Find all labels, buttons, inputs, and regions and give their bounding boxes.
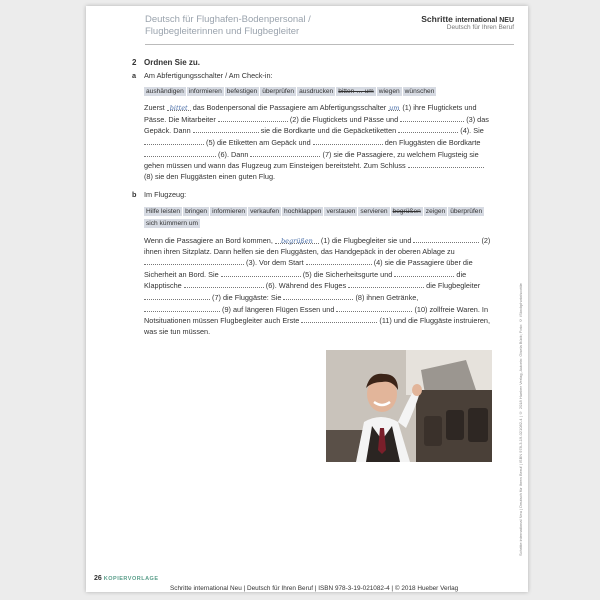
part-a-label: a <box>132 70 137 80</box>
exercise-number: 2 <box>132 58 137 67</box>
answer-blank[interactable] <box>400 114 464 122</box>
answer-blank[interactable] <box>193 125 259 133</box>
text-segment: (4). Sie <box>460 126 484 136</box>
part-a-heading <box>132 71 494 82</box>
header-title <box>145 14 311 38</box>
word-chip: informieren <box>188 88 222 96</box>
word-chip: bringen <box>185 207 208 215</box>
text-segment: (11) und die Fluggäste instruieren, was sie tun müssen. <box>144 316 491 336</box>
word-chip: ausdrucken <box>299 88 334 96</box>
text-segment: (1) ihre Flugtickets und Pässe. Die Mitarbeiter <box>144 103 477 124</box>
word-chip: Hilfe leisten <box>146 207 181 215</box>
answer-blank[interactable] <box>283 292 353 300</box>
word-chip: informieren <box>212 207 246 215</box>
handwritten-answer: um <box>389 104 400 113</box>
answer-blank[interactable] <box>144 137 204 145</box>
word-chip: servieren <box>360 207 388 215</box>
answer-blank[interactable] <box>144 257 244 265</box>
answer-blank[interactable] <box>388 103 400 111</box>
text-segment: (8) ihnen Getränke, <box>355 292 419 302</box>
paragraph-a <box>144 103 494 182</box>
header-title-line1: Deutsch für Flughafen-Bodenpersonal / <box>145 14 311 25</box>
header-title-line2: Flugbegleiterinnen und Flugbegleiter <box>145 26 300 37</box>
word-bank-b <box>144 206 494 230</box>
word-chip: bitten … um <box>338 88 374 96</box>
header-divider <box>145 44 514 45</box>
text-segment: sie die Bordkarte und die Gepäcketiketten <box>260 126 397 136</box>
part-b-heading <box>132 190 494 201</box>
answer-blank[interactable] <box>144 149 216 157</box>
text-segment: (7) die Fluggäste: Sie <box>212 292 282 302</box>
text-segment: (4) sie die Passagiere über die Sicherheit an Bord. Sie <box>144 258 473 279</box>
page-number <box>94 575 158 582</box>
part-a-heading-text: Am Abfertigungsschalter / Am Check-in: <box>144 70 273 80</box>
word-chip: befestigen <box>226 88 258 96</box>
worksheet-page <box>86 6 528 592</box>
answer-blank[interactable] <box>144 304 220 312</box>
word-chip: überprüfen <box>450 207 483 215</box>
word-chip: hochklappen <box>284 207 322 215</box>
word-chip: zeigen <box>425 207 446 215</box>
text-segment: (6). Während des Fluges <box>265 281 347 291</box>
answer-blank[interactable] <box>250 149 320 157</box>
brand-small: international NEU <box>455 17 514 24</box>
text-segment: (9) auf längeren Flügen Essen und <box>222 304 335 314</box>
page-label: KOPIERVORLAGE <box>103 576 159 582</box>
text-segment: (7) sie die Passagiere, zu welchem Flugsteig sie gehen müssen und wann das Flugzeug zum Einsteigen bereitsteht. Zum Schluss <box>144 149 479 171</box>
answer-blank[interactable] <box>306 257 372 265</box>
exercise-title <box>132 58 494 69</box>
text-segment: (3) das Gepäck. Dann <box>144 114 489 136</box>
text-segment: das Bodenpersonal die Passagiere am Abfertigungsschalter <box>192 103 387 113</box>
brand-name: Schritte <box>421 14 453 24</box>
text-segment: (5) die Etiketten am Gepäck und <box>206 137 311 147</box>
word-chip: verstauen <box>326 207 356 215</box>
page-number-value: 26 <box>94 575 102 582</box>
answer-blank[interactable] <box>144 292 210 300</box>
answer-blank[interactable] <box>184 280 264 288</box>
text-segment: (1) die Flugbegleiter sie und <box>320 235 412 245</box>
exercise-instruction: Ordnen Sie zu. <box>144 58 201 67</box>
answer-blank[interactable] <box>275 236 319 244</box>
word-chip: begrüßen <box>392 207 421 215</box>
answer-blank[interactable] <box>336 304 412 312</box>
text-segment: (3). Vor dem Start <box>246 258 304 268</box>
answer-blank[interactable] <box>167 103 191 111</box>
text-segment: Zuerst <box>144 103 165 113</box>
flight-attendant-photo <box>326 350 492 462</box>
text-segment: (8) sie den Fluggästen einen guten Flug. <box>144 171 276 181</box>
word-chip: aushändigen <box>146 88 184 96</box>
answer-blank[interactable] <box>218 114 288 122</box>
text-segment: die Klapptische <box>144 269 467 291</box>
part-b-label: b <box>132 190 137 200</box>
answer-blank[interactable] <box>348 280 424 288</box>
word-chip: wünschen <box>404 88 435 96</box>
brand-block <box>421 14 514 31</box>
footer-text: Schritte international Neu | Deutsch für Ihren Beruf | ISBN 978-3-19-021082-4 | © 2018 Hueber Verlag <box>170 585 459 592</box>
text-segment: die Flugbegleiter <box>426 281 481 291</box>
part-b-heading-text: Im Flugzeug: <box>144 190 187 200</box>
exercise <box>132 58 494 337</box>
text-segment: (2) ihnen ihren Sitzplatz. Dann helfen sie den Fluggästen, das Handgepäck in der oberen Ablage zu <box>144 235 491 256</box>
text-segment: (6). Dann <box>218 149 249 159</box>
answer-blank[interactable] <box>408 160 484 168</box>
side-copyright: Schritte international Neu | Deutsch für Ihren Beruf | ISBN 978-3-19-021082-4 | © 2018 Hueber Verlag, Autorin: Gisela Bück; Foto: © iStockphoto/scottie <box>518 283 523 556</box>
answer-blank[interactable] <box>313 137 383 145</box>
word-chip: sich kümmern um <box>146 219 199 227</box>
word-chip: verkaufen <box>250 207 280 215</box>
text-segment: (2) die Flugtickets und Pässe und <box>289 114 399 124</box>
text-segment: (5) die Sicherheitsgurte und <box>302 269 393 279</box>
answer-blank[interactable] <box>398 125 458 133</box>
text-segment: den Fluggästen die Bordkarte <box>384 137 481 147</box>
answer-blank[interactable] <box>221 269 301 277</box>
paragraph-b <box>144 235 494 337</box>
answer-blank[interactable] <box>301 315 377 323</box>
word-bank-a <box>144 86 494 98</box>
handwritten-answer: bittet <box>169 104 188 113</box>
word-chip: überprüfen <box>262 88 295 96</box>
text-segment: Wenn die Passagiere an Bord kommen, <box>144 235 273 245</box>
answer-blank[interactable] <box>413 235 479 243</box>
word-chip: wiegen <box>378 88 400 96</box>
handwritten-answer: begrüßen <box>280 236 313 245</box>
text-segment: (10) zollfreie Waren. In Notsituationen müssen Flugbegleiter auch Erste <box>144 304 489 326</box>
answer-blank[interactable] <box>394 269 454 277</box>
brand-subtitle: Deutsch für Ihren Beruf <box>446 24 514 31</box>
